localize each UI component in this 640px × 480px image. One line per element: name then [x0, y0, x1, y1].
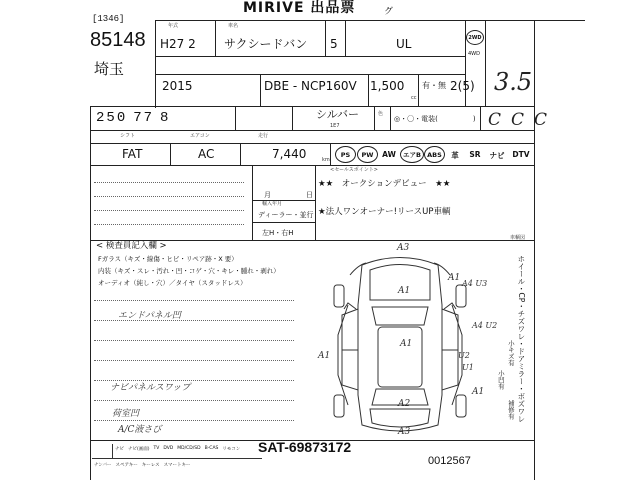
damage-a1-front-right: A1	[448, 273, 461, 283]
year-western: 2015	[162, 79, 193, 93]
lot-code: [1346]	[92, 14, 125, 24]
aircon: AC	[198, 147, 215, 161]
damage-a4-u3: A4 U3	[462, 279, 488, 288]
car-name: サクシードバン	[224, 37, 308, 51]
note-1: エンドパネル凹	[118, 311, 181, 321]
inspection-date: 2 5 0 7 7 8	[96, 110, 169, 126]
odometer: 7,440	[272, 147, 307, 161]
register-yesno: 有・無	[422, 81, 446, 90]
bottom-equipment: ナビ ナビ(画面) TV DVD MD/CD/SD B-CAS リモコン ナンバー スペアキー キーレス スマートキー	[92, 444, 262, 476]
right-column-label: ホイール・CP・チズワレ・ドアミラー・ボズワレ	[516, 255, 526, 423]
note-4: A/C液さび	[118, 425, 162, 435]
sat-code: SAT-69873172	[258, 439, 352, 455]
top-right-label: グ	[384, 7, 394, 17]
door-count: 5	[330, 37, 338, 51]
year-era: H27 2	[160, 37, 196, 51]
note-2: ナビパネルスワップ	[110, 383, 191, 393]
damage-a3-front: A3	[397, 243, 410, 253]
equip-navi: ナビ	[489, 151, 505, 160]
engine-cc: 1,500	[370, 79, 405, 93]
right-small-1: 小キズ有	[506, 340, 515, 366]
equip-leather: 革	[451, 151, 459, 160]
damage-a2-rear: A2	[398, 399, 411, 409]
form-title: MIRIVE 出品票	[243, 0, 356, 16]
equip-airbag: エアB	[400, 146, 424, 163]
prefecture: 埼玉	[94, 60, 125, 78]
equip-dtv: DTV	[512, 150, 530, 159]
right-small-3: 補修有	[506, 400, 515, 420]
damage-u2-right: U2	[458, 351, 470, 360]
interior-grades: C C C	[488, 110, 548, 130]
sales-point-1: ★★ オークションデビュー ★★	[318, 179, 451, 189]
equip-pw: PW	[357, 146, 378, 163]
damage-a4-u2: A4 U2	[472, 321, 498, 330]
color-name: シルバー	[316, 108, 359, 121]
damage-a1-left: A1	[318, 351, 331, 361]
inspection-notes-header: < 検査員記入欄 >	[96, 241, 167, 251]
lot-number: 85148	[90, 29, 146, 51]
equip-abs: ABS	[424, 146, 445, 163]
sales-point-2: ★法人ワンオーナー!リースUP車輌	[318, 207, 451, 217]
damage-a1-hood: A1	[398, 286, 411, 296]
damage-u1-right: U1	[462, 363, 474, 372]
damage-a1-rear-right: A1	[472, 387, 485, 397]
serial-number: 0012567	[428, 455, 471, 467]
note-3: 荷室凹	[112, 409, 140, 419]
transmission: FAT	[122, 147, 143, 161]
model-code: DBE - NCP160V	[264, 79, 357, 93]
score: 3.5	[494, 68, 533, 96]
grade: UL	[396, 37, 412, 51]
equip-sr: SR	[469, 150, 481, 159]
drive-alt: 4WD	[468, 51, 480, 57]
seat-count: 2(5)	[450, 79, 475, 93]
color-code: 1E7	[330, 123, 340, 129]
equip-aw: AW	[382, 150, 396, 159]
damage-a3-tail: A3	[398, 427, 411, 437]
right-small-2: 小凹有	[496, 370, 505, 390]
equip-ps: PS	[335, 146, 356, 163]
color-check: ◎・〇・電装( )	[394, 115, 476, 123]
damage-a1-roof: A1	[400, 339, 413, 349]
drive-badge: 2WD	[466, 30, 484, 45]
